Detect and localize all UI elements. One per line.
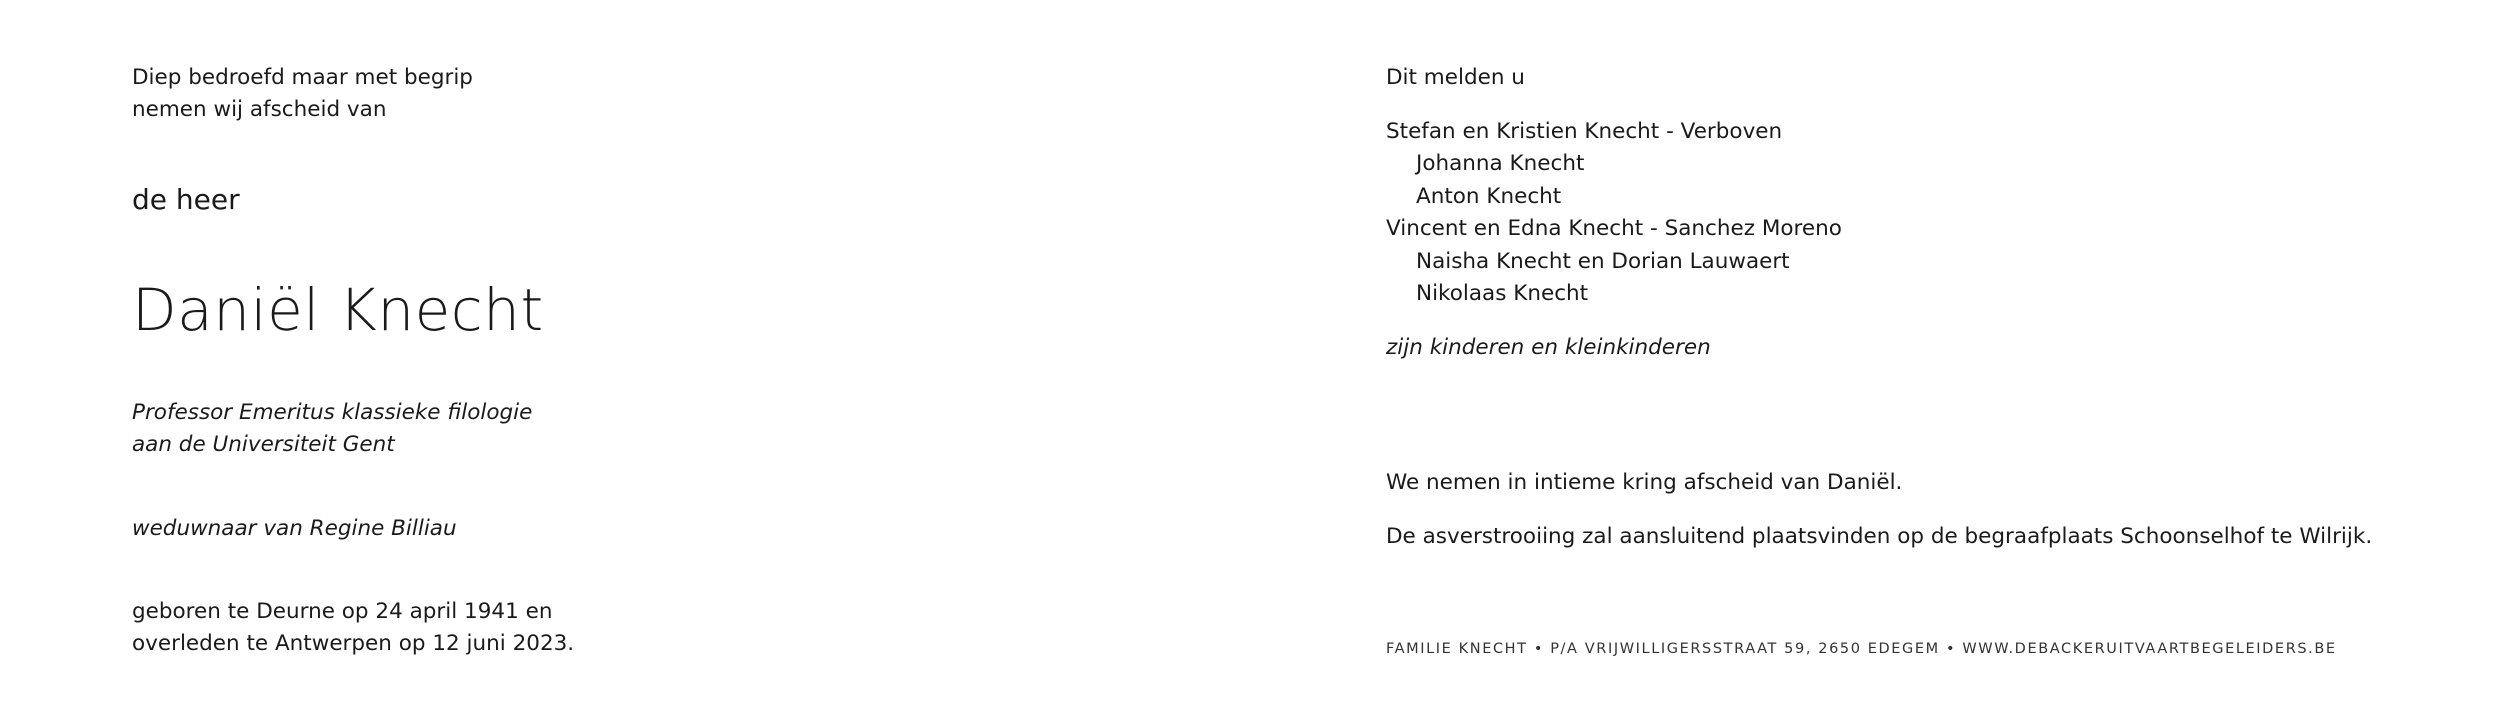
profession-line-2: aan de Universiteit Gent [132,432,395,457]
family-member: Anton Knecht [1416,184,1562,209]
birth-line: geboren te Deurne op 24 april 1941 en [132,599,553,624]
farewell-line: We nemen in intieme kring afscheid van Daniël. [1386,470,1903,495]
announce-line: Dit melden u [1386,65,1525,90]
relation-line: zijn kinderen en kleinkinderen [1386,335,1711,360]
family-member: Vincent en Edna Knecht - Sanchez Moreno [1386,216,1842,241]
death-line: overleden te Antwerpen op 12 juni 2023. [132,631,575,656]
intro-line-2: nemen wij afscheid van [132,97,387,122]
footer-address: FAMILIE KNECHT • P/A VRIJWILLIGERSSTRAAT 59, 2650 EDEGEM • WWW.DEBACKERUITVAARTBEGELEIDERS.BE [1386,641,2337,657]
family-member: Nikolaas Knecht [1416,281,1589,306]
widower-line: weduwnaar van Regine Billiau [132,516,457,541]
honorific-title: de heer [132,183,240,216]
deceased-name: Daniël Knecht [132,276,544,344]
ceremony-line: De asverstrooiing zal aansluitend plaatsvinden op de begraafplaats Schoonselhof te Wilrijk. [1386,524,2373,549]
family-member: Stefan en Kristien Knecht - Verboven [1386,119,1783,144]
profession-line-1: Professor Emeritus klassieke filologie [132,400,533,425]
family-member: Johanna Knecht [1416,151,1585,176]
intro-line-1: Diep bedroefd maar met begrip [132,65,473,90]
family-member: Naisha Knecht en Dorian Lauwaert [1416,249,1790,274]
